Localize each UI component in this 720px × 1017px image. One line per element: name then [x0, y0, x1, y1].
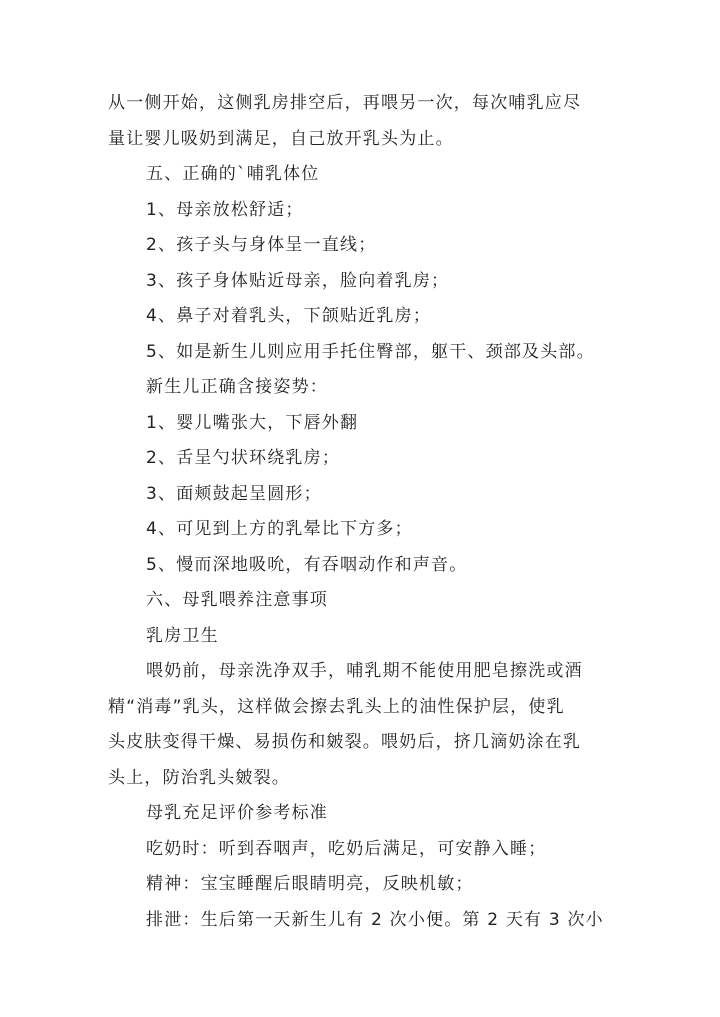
text-line: 吃奶时：听到吞咽声，吃奶后满足，可安静入睡；	[146, 838, 547, 859]
text-line: 精神：宝宝睡醒后眼睛明亮，反映机敏；	[146, 874, 474, 894]
text-line: 4、鼻子对着乳头，下颌贴近乳房；	[146, 306, 432, 326]
text-line: 六、母乳喂养注意事项	[146, 590, 328, 610]
text-line: 2、舌呈勺状环绕乳房；	[146, 448, 341, 468]
text-line: 3、面颊鼓起呈圆形；	[146, 483, 322, 504]
text-line: 精“消毒”乳头，这样做会擦去乳头上的油性保护层，使乳	[108, 696, 565, 717]
text-line: 新生儿正确含接姿势：	[146, 377, 328, 397]
text-line: 母乳充足评价参考标准	[146, 803, 328, 823]
text-line: 五、正确的`哺乳体位	[146, 164, 320, 184]
document-body	[108, 86, 628, 938]
text-line: 5、慢而深地吸吮，有吞咽动作和声音。	[146, 554, 468, 575]
text-line: 从一侧开始，这侧乳房排空后，再喂另一次，每次哺乳应尽	[108, 93, 582, 113]
text-line: 头皮肤变得干燥、易损伤和皴裂。喂奶后，挤几滴奶涂在乳	[108, 732, 582, 752]
text-line: 头上，防治乳头皴裂。	[108, 767, 290, 788]
text-line: 5、如是新生儿则应用手托住臀部，躯干、颈部及头部。	[146, 341, 595, 362]
text-line: 量让婴儿吸奶到满足，自己放开乳头为止。	[108, 128, 454, 149]
text-line: 1、母亲放松舒适；	[146, 199, 304, 220]
text-line: 排泄：生后第一天新生儿有 2 次小便。第 2 天有 3 次小	[146, 909, 604, 930]
text-line: 乳房卫生	[146, 625, 219, 646]
text-line: 2、孩子头与身体呈一直线；	[146, 235, 377, 255]
text-line: 4、可见到上方的乳晕比下方多；	[146, 519, 413, 539]
text-line: 喂奶前，母亲洗净双手，哺乳期不能使用肥皂擦洗或酒	[146, 661, 583, 681]
text-line: 1、婴儿嘴张大，下唇外翻	[146, 412, 359, 433]
text-line: 3、孩子身体贴近母亲，脸向着乳房；	[146, 270, 450, 291]
